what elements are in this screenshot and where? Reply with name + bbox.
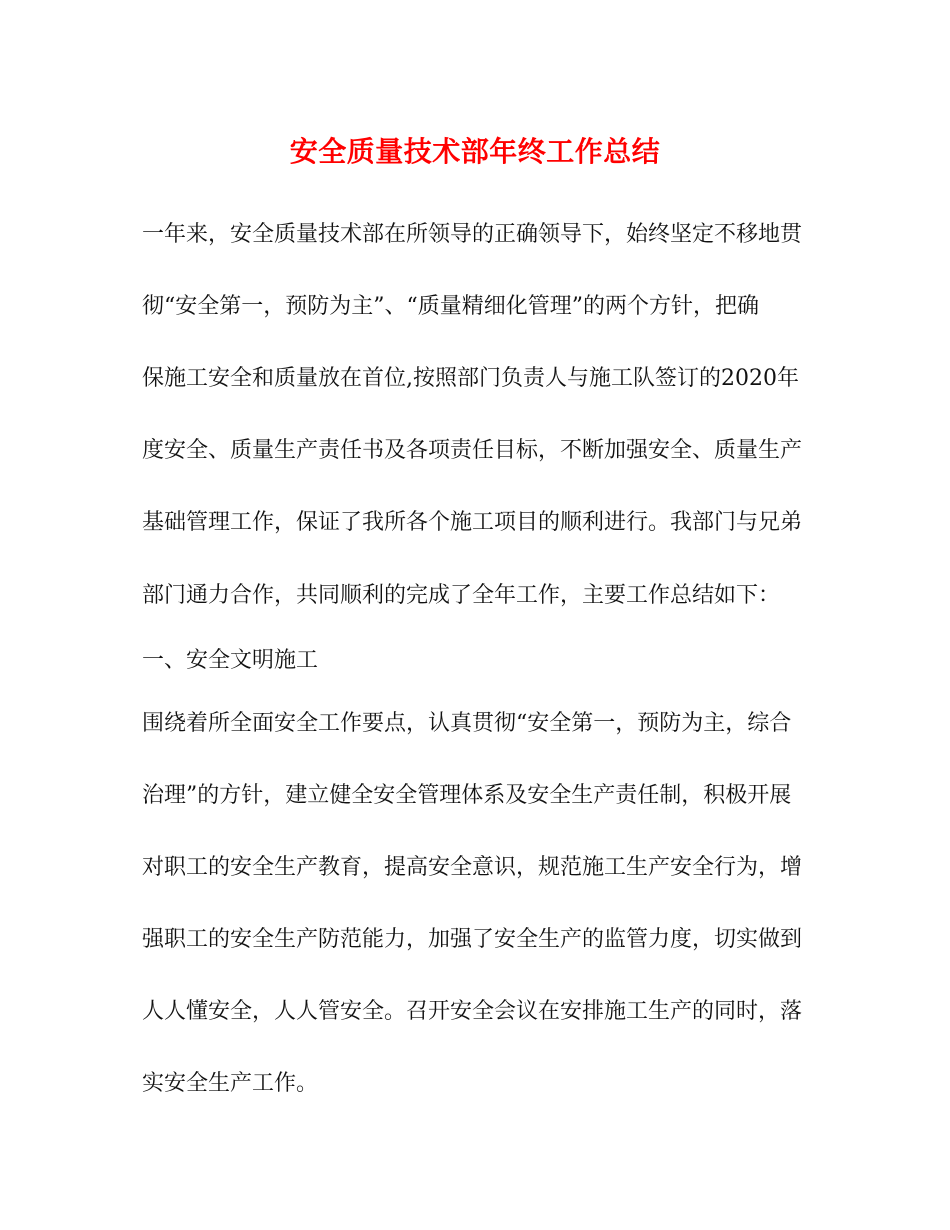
body-line-2: 彻“安全第一，预防为主”、“质量精细化管理”的两个方针，把确 [142,294,759,319]
body-line-11: 强职工的安全生产防范能力，加强了安全生产的监管力度，切实做到 [142,927,803,952]
body-line-1: 一年来，安全质量技术部在所领导的正确领导下，始终坚定不移地贯 [142,222,803,247]
section-heading-1: 一、安全文明施工 [142,648,319,673]
body-line-8: 围绕着所全面安全工作要点，认真贯彻“安全第一，预防为主，综合 [142,711,792,736]
body-line-5: 基础管理工作，保证了我所各个施工项目的顺利进行。我部门与兄弟 [142,510,803,535]
document-title: 安全质量技术部年终工作总结 [289,135,661,168]
body-line-4: 度安全、质量生产责任书及各项责任目标，不断加强安全、质量生产 [142,438,803,463]
body-line-12: 人人懂安全，人人管安全。召开安全会议在安排施工生产的同时，落 [142,999,803,1024]
body-line-13: 实安全生产工作。 [142,1071,319,1096]
body-line-10: 对职工的安全生产教育，提高安全意识，规范施工生产安全行为，增 [142,855,803,880]
body-line-9: 治理”的方针，建立健全安全管理体系及安全生产责任制，积极开展 [142,783,792,808]
body-line-3: 保施工安全和质量放在首位,按照部门负责人与施工队签订的2020年 [142,366,799,391]
body-line-6: 部门通力合作，共同顺利的完成了全年工作，主要工作总结如下： [142,583,781,608]
